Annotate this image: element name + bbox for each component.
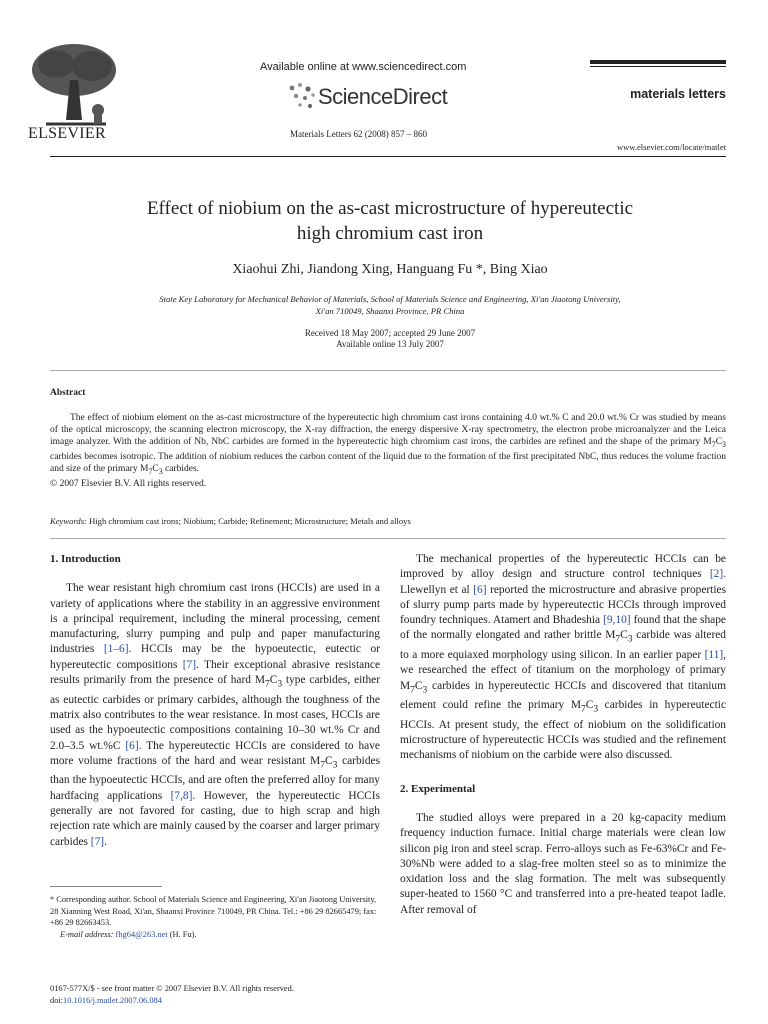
citation-link[interactable]: [11] xyxy=(704,649,724,662)
subscript: 3 xyxy=(158,466,163,476)
abstract-text: The effect of niobium element on the as-cast microstructure of the hypereutectic high chromium cast irons containing 4.0 wt.% C and 20.0 wt.% Cr was studied by means of the optical microscopy, the scanning electron microscopy, the X-ray diffraction, the energy dispersive X-ray spectrometry, the electron probe microanalyzer and the Leica image analyzer. With the addition of Nb, NbC carbides are formed in the hypereutectic high chromium cast irons, the carbides are refined and the shape of the primary M xyxy=(50,413,726,447)
issn-line: 0167-577X/$ - see front matter © 2007 Elsevier B.V. All rights reserved. xyxy=(50,984,294,993)
abstract-heading: Abstract xyxy=(50,388,86,398)
email-line: E-mail address: fhg64@263.net (H. Fu). xyxy=(60,929,197,939)
right-column xyxy=(400,552,726,918)
body-paragraph: The mechanical properties of the hypereutectic HCCIs can be improved by alloy design and structure control techniques [2]. Llewellyn et al [6] reported the microstructure and abrasive properties of slurry pump parts made by hypereutectic HCCIs through improved foundry techniques. Atamert and Bhadeshia [9,10] found that the shape of the normally elongated and rather brittle $M_7C_3$ carbide was altered to a more equiaxed morphology using silicon. In an earlier paper [11], we researched the effect of titanium on the morphology of primary $M_7C_3$ carbides in hypereutectic HCCIs and discovered that titanium element could refine the primary $M_7C_3$ carbides in hypereutectic HCCIs. At present study, the effect of niobium on the solidification microstructure of hypereutectic HCCIs was studied and the refinement mechanisms of niobium on the carbide were also discussed. xyxy=(400,553,727,762)
corresponding-author: * Corresponding author. School of Materials Science and Engineering, Xi'an Jiaotong University, 28 Xianning West Road, Xi'an, Shaanxi Province 710049, PR China. Tel.: +86 29 82665479; fax: +86 29 82663453. xyxy=(50,895,377,928)
keywords xyxy=(50,516,726,526)
article-dates xyxy=(200,328,580,350)
keywords-list: High chromium cast irons; Niobium; Carbide; Refinement; Microstructure; Metals and alloys xyxy=(86,516,411,526)
abstract-body xyxy=(50,412,726,490)
footnote xyxy=(50,894,380,940)
doi-link[interactable]: 10.1016/j.matlet.2007.06.084 xyxy=(63,995,162,1005)
article-title xyxy=(80,196,700,246)
abstract-divider xyxy=(50,538,726,539)
journal-url[interactable]: www.elsevier.com/locate/matlet xyxy=(617,142,726,152)
doi-line: doi:10.1016/j.matlet.2007.06.084 xyxy=(50,995,162,1005)
copyright: © 2007 Elsevier B.V. All rights reserved. xyxy=(50,478,207,489)
sciencedirect-wordmark: ScienceDirect xyxy=(318,84,448,109)
section-heading: 2. Experimental xyxy=(400,782,476,795)
abstract-text: carbides becomes isotropic. The addition of niobium reduces the carbon content of the liquid due to the formation of the first precipitated NbC, thus reduces the volume fraction and size of the primary M xyxy=(50,451,726,474)
subscript: 3 xyxy=(722,439,726,449)
affiliation-line: Xi'an 710049, Shaanxi Province, PR China xyxy=(315,306,465,316)
affiliation-line: State Key Laboratory for Mechanical Behavior of Materials, School of Materials Science and Engineering, Xi'an Jiaotong University, xyxy=(159,294,621,304)
received-date: Received 18 May 2007; accepted 29 June 2007 xyxy=(304,328,476,338)
citation-link[interactable]: [9,10] xyxy=(603,614,631,627)
body-paragraph: The studied alloys were prepared in a 20 kg-capacity medium frequency induction furnace. Initial charge materials were clean low silicon pig iron and steel scrap. Ferro-alloys such as Fe-63%Cr and Fe-30%Nb were added to a slag-free molten steel so as to minimize the oxidation loss and the slag formation. The melt was subsequently super-heated to 1560 °C and transferred into a pre-heated teapot ladle. After removal of xyxy=(400,812,726,916)
publisher-name: ELSEVIER xyxy=(28,125,106,142)
citation-link[interactable]: [7,8] xyxy=(170,789,193,802)
authors: Xiaohui Zhi, Jiandong Xing, Hanguang Fu *, Bing Xiao xyxy=(232,262,548,277)
abstract-text: C xyxy=(152,463,159,474)
keywords-label: Keywords: xyxy=(50,516,87,526)
elsevier-tree-icon xyxy=(26,40,126,132)
abstract-text: C xyxy=(715,437,723,447)
journal-logo xyxy=(590,60,726,101)
left-column xyxy=(50,552,380,850)
journal-name: materials letters xyxy=(630,87,726,101)
citation-link[interactable]: [7] xyxy=(90,835,105,848)
abstract-text: carbides. xyxy=(162,463,200,474)
intro-paragraph: The wear resistant high chromium cast irons (HCCIs) are used in a variety of applications where the stability in an aggressive environment is a principal requirement, including the mineral processing, cement manufacturing, slurry pumping and pulp and paper manufacturing industries [1–6]. HCCIs may be the hypoeutectic, eutectic or hypereutectic compositions [7]. Their exceptional abrasive resistance results primarily from the presence of hard $M_7C_3$ type carbides, either as eutectic carbides or primary carbides, although the toughness of the matrix also contributes to the wear resistance. In most cases, HCCIs are used as the hypoeutectic compositions containing 10–30 wt.% Cr and 2.0–3.5 wt.%C [6]. The hypereutectic HCCIs are considered to have more volume fractions of the hard and wear resistant $M_7C_3$ carbides than the hypoeutectic HCCIs, and are often the preferred alloy for many hardfacing applications [7,8]. However, the hypereutectic HCCIs generally are not favored for casting, due to high scrap and high rejection rate which are mainly caused by the coarser and larger primary carbides [7]. xyxy=(50,582,381,848)
abstract-divider xyxy=(50,370,726,371)
email-link[interactable]: fhg64@263.net xyxy=(115,929,168,939)
title-line: Effect of niobium on the as-cast microstructure of hypereutectic xyxy=(146,198,634,219)
header-divider xyxy=(50,156,726,157)
citation-link[interactable]: [1–6] xyxy=(103,643,129,656)
affiliation xyxy=(100,293,680,317)
citation-link[interactable]: [6] xyxy=(473,583,487,596)
available-date: Available online 13 July 2007 xyxy=(336,339,444,349)
journal-citation: Materials Letters 62 (2008) 857 – 860 xyxy=(290,129,427,139)
journal-rule-thin xyxy=(590,66,726,67)
issn-info xyxy=(50,983,390,1006)
citation-link[interactable]: [7] xyxy=(182,658,197,671)
subscript: 7 xyxy=(148,466,153,476)
citation-link[interactable]: [2] xyxy=(709,568,724,581)
journal-rule-thick xyxy=(590,60,726,64)
citation-link[interactable]: [6] xyxy=(125,739,139,752)
footnote-divider xyxy=(50,886,162,887)
section-heading: 1. Introduction xyxy=(50,553,121,565)
title-line: high chromium cast iron xyxy=(296,223,484,244)
available-online[interactable]: Available online at www.sciencedirect.com xyxy=(260,61,467,73)
subscript: 7 xyxy=(711,439,716,449)
